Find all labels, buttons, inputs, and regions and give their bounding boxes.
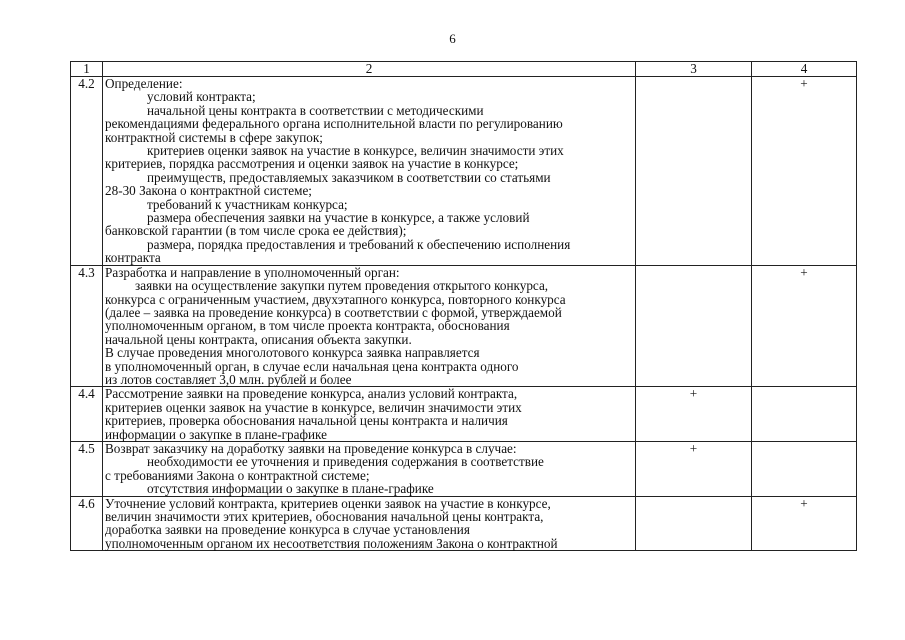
table-row <box>71 265 857 387</box>
description-line: контрактной системы в сфере закупок; <box>105 129 323 145</box>
table-row <box>71 441 857 496</box>
row-number: 4.4 <box>71 387 103 442</box>
description-line: условий контракта; <box>147 89 256 105</box>
column-4-mark: + <box>752 265 857 387</box>
description-line: размера, порядка предоставления и требований к обеспечению исполнения <box>147 236 571 252</box>
description-line: критериев, проверка обоснования начальной цены контракта и наличия <box>105 413 508 429</box>
description-line: В случае проведения многолотового конкурса заявка направляется <box>105 345 480 361</box>
description-line: начальной цены контракта, описания объекта закупки. <box>105 331 412 347</box>
description-line: информации о закупке в плане-графике <box>105 426 327 442</box>
column-4-mark <box>752 441 857 496</box>
column-3-mark <box>636 77 752 266</box>
row-description <box>103 387 636 442</box>
column-3-mark: + <box>636 387 752 442</box>
description-line: начальной цены контракта в соответствии с методическими <box>147 102 484 118</box>
description-line: размера обеспечения заявки на участие в конкурсе, а также условий <box>147 210 530 226</box>
table-row <box>71 496 857 551</box>
description-line: заявки на осуществление закупки путем проведения открытого конкурса, <box>135 278 549 294</box>
column-3-mark: + <box>636 441 752 496</box>
row-number: 4.2 <box>71 77 103 266</box>
description-line: Разработка и направление в уполномоченный орган: <box>105 264 400 280</box>
column-3-mark <box>636 496 752 551</box>
description-line: из лотов составляет 3,0 млн. рублей и более <box>105 371 352 387</box>
description-line: Рассмотрение заявки на проведение конкурса, анализ условий контракта, <box>105 386 518 402</box>
row-description <box>103 77 636 266</box>
description-line: отсутствия информации о закупке в плане-графике <box>147 481 434 497</box>
row-description <box>103 265 636 387</box>
description-line: требований к участникам конкурса; <box>147 196 348 212</box>
description-line: критериев оценки заявок на участие в конкурсе, величин значимости этих <box>147 143 564 159</box>
header-col-3: 3 <box>636 62 752 77</box>
description-line: доработка заявки на проведение конкурса в случае установления <box>105 522 470 538</box>
description-line: критериев, порядка рассмотрения и оценки заявок на участие в конкурсе; <box>105 156 519 172</box>
description-line: Уточнение условий контракта, критериев оценки заявок на участие в конкурсе, <box>105 495 551 511</box>
description-line: 28-30 Закона о контрактной системе; <box>105 183 312 199</box>
description-line: с требованиями Закона о контрактной системе; <box>105 467 370 483</box>
procedure-table <box>70 61 857 551</box>
column-4-mark: + <box>752 496 857 551</box>
description-line: преимуществ, предоставляемых заказчиком в соответствии со статьями <box>147 169 551 185</box>
description-line: уполномоченным органом их несоответствия положениям Закона о контрактной <box>105 535 558 551</box>
table-row <box>71 77 857 266</box>
row-number: 4.3 <box>71 265 103 387</box>
column-3-mark <box>636 265 752 387</box>
description-line: Возврат заказчику на доработку заявки на проведение конкурса в случае: <box>105 440 517 456</box>
description-line: уполномоченным органом, в том числе проекта контракта, обоснования <box>105 318 510 334</box>
row-description <box>103 496 636 551</box>
description-line: рекомендациями федерального органа исполнительной власти по регулированию <box>105 116 563 132</box>
description-line: критериев оценки заявок на участие в конкурсе, величин значимости этих <box>105 399 522 415</box>
description-line: необходимости ее уточнения и приведения содержания в соответствие <box>147 454 544 470</box>
page-number: 6 <box>449 31 456 46</box>
description-line: контракта <box>105 250 161 266</box>
description-line: банковской гарантии (в том числе срока ее действия); <box>105 223 407 239</box>
description-line: Определение: <box>105 76 183 91</box>
row-number: 4.6 <box>71 496 103 551</box>
header-col-2: 2 <box>103 62 636 77</box>
row-number: 4.5 <box>71 441 103 496</box>
table-header-row <box>71 62 857 77</box>
table-row <box>71 387 857 442</box>
description-line: (далее – заявка на проведение конкурса) в соответствии с формой, утверждаемой <box>105 304 562 320</box>
column-4-mark: + <box>752 77 857 266</box>
description-line: величин значимости этих критериев, обоснования начальной цены контракта, <box>105 509 544 524</box>
description-line: в уполномоченный орган, в случае если начальная цена контракта одного <box>105 358 519 374</box>
table-body <box>71 77 857 551</box>
header-col-1: 1 <box>71 62 103 77</box>
column-4-mark <box>752 387 857 442</box>
header-col-4: 4 <box>752 62 857 77</box>
description-line: конкурса с ограниченным участием, двухэтапного конкурса, повторного конкурса <box>105 291 566 307</box>
row-description <box>103 441 636 496</box>
